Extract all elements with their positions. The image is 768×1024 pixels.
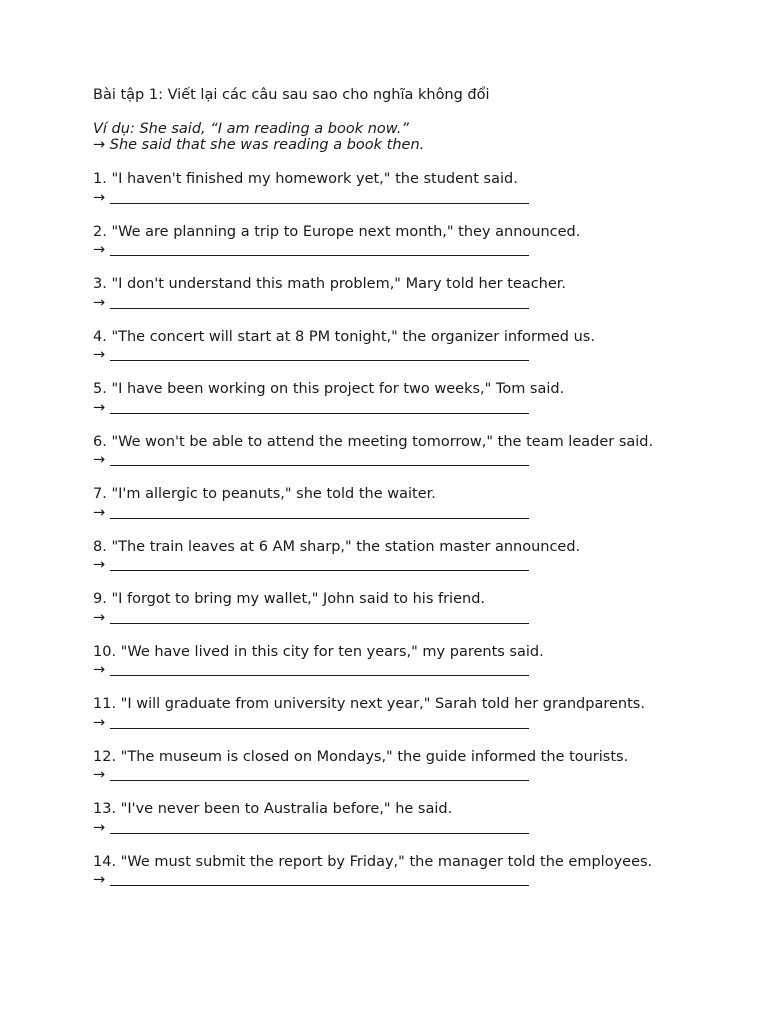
answer-blank-line[interactable] bbox=[110, 517, 529, 519]
exercise-item bbox=[93, 591, 683, 626]
arrow-icon: → bbox=[93, 557, 106, 573]
arrow-icon: → bbox=[93, 767, 106, 783]
answer-blank-line[interactable] bbox=[110, 307, 529, 309]
exercise-item bbox=[93, 749, 683, 784]
exercise-prompt: 10. "We have lived in this city for ten years," my parents said. bbox=[93, 643, 544, 660]
exercise-list bbox=[93, 171, 683, 888]
answer-blank-line[interactable] bbox=[110, 464, 529, 466]
worksheet bbox=[93, 87, 683, 906]
exercise-item bbox=[93, 434, 683, 469]
answer-row bbox=[93, 660, 683, 678]
answer-blank-line[interactable] bbox=[110, 727, 529, 729]
exercise-prompt: 5. "I have been working on this project for two weeks," Tom said. bbox=[93, 381, 565, 397]
arrow-icon: → bbox=[93, 872, 106, 888]
exercise-prompt: 13. "I've never been to Australia before," he said. bbox=[93, 801, 453, 817]
exercise-item bbox=[93, 539, 683, 574]
exercise-item bbox=[93, 276, 683, 311]
exercise-prompt: 12. "The museum is closed on Mondays," the guide informed the tourists. bbox=[93, 748, 629, 765]
arrow-icon: → bbox=[93, 609, 106, 626]
answer-blank-line[interactable] bbox=[110, 359, 529, 361]
exercise-prompt: 8. "The train leaves at 6 AM sharp," the station master announced. bbox=[93, 538, 581, 555]
exercise-item bbox=[93, 171, 683, 206]
answer-blank-line[interactable] bbox=[110, 674, 529, 676]
answer-row bbox=[93, 503, 683, 521]
exercise-prompt: 6. "We won't be able to attend the meeting tomorrow," the team leader said. bbox=[93, 433, 654, 450]
answer-row bbox=[93, 608, 683, 626]
answer-row bbox=[93, 555, 683, 573]
answer-row bbox=[93, 713, 683, 731]
answer-blank-line[interactable] bbox=[110, 884, 529, 886]
answer-row bbox=[93, 345, 683, 363]
arrow-icon: → bbox=[93, 504, 106, 521]
answer-blank-line[interactable] bbox=[110, 779, 529, 781]
arrow-icon: → bbox=[93, 662, 106, 678]
answer-row bbox=[93, 765, 683, 783]
exercise-prompt: 4. "The concert will start at 8 PM tonight," the organizer informed us. bbox=[93, 328, 595, 345]
answer-row bbox=[93, 293, 683, 311]
example-answer: → She said that she was reading a book then. bbox=[93, 137, 425, 153]
exercise-prompt: 9. "I forgot to bring my wallet," John said to his friend. bbox=[93, 591, 486, 607]
answer-row bbox=[93, 240, 683, 258]
answer-blank-line[interactable] bbox=[110, 832, 529, 834]
exercise-item bbox=[93, 381, 683, 416]
answer-blank-line[interactable] bbox=[110, 412, 529, 414]
arrow-icon: → bbox=[93, 189, 106, 206]
example-sentence: Ví dụ: She said, “I am reading a book now.” bbox=[93, 121, 409, 137]
arrow-icon: → bbox=[93, 242, 106, 258]
exercise-item bbox=[93, 486, 683, 521]
answer-row bbox=[93, 870, 683, 888]
exercise-prompt: 7. "I'm allergic to peanuts," she told the waiter. bbox=[93, 486, 436, 502]
exercise-item bbox=[93, 854, 683, 889]
exercise-item bbox=[93, 224, 683, 259]
answer-row bbox=[93, 398, 683, 416]
exercise-prompt: 11. "I will graduate from university next year," Sarah told her grandparents. bbox=[93, 696, 645, 712]
answer-row bbox=[93, 818, 683, 836]
exercise-prompt: 14. "We must submit the report by Friday," the manager told the employees. bbox=[93, 853, 653, 870]
exercise-item bbox=[93, 644, 683, 679]
exercise-item bbox=[93, 801, 683, 836]
answer-row bbox=[93, 188, 683, 206]
exercise-prompt: 3. "I don't understand this math problem," Mary told her teacher. bbox=[93, 276, 567, 292]
arrow-icon: → bbox=[93, 819, 106, 836]
example-block bbox=[93, 121, 683, 153]
arrow-icon: → bbox=[93, 347, 106, 363]
exercise-title: Bài tập 1: Viết lại các câu sau sao cho nghĩa không đổi bbox=[93, 87, 490, 103]
answer-blank-line[interactable] bbox=[110, 254, 529, 256]
answer-blank-line[interactable] bbox=[110, 202, 529, 204]
exercise-prompt: 2. "We are planning a trip to Europe next month," they announced. bbox=[93, 223, 581, 240]
arrow-icon: → bbox=[93, 714, 106, 731]
exercise-prompt: 1. "I haven't finished my homework yet," the student said. bbox=[93, 171, 518, 187]
exercise-item bbox=[93, 696, 683, 731]
arrow-icon: → bbox=[93, 452, 106, 468]
answer-row bbox=[93, 450, 683, 468]
answer-blank-line[interactable] bbox=[110, 569, 529, 571]
arrow-icon: → bbox=[93, 294, 106, 311]
exercise-item bbox=[93, 329, 683, 364]
answer-blank-line[interactable] bbox=[110, 622, 529, 624]
arrow-icon: → bbox=[93, 399, 106, 416]
